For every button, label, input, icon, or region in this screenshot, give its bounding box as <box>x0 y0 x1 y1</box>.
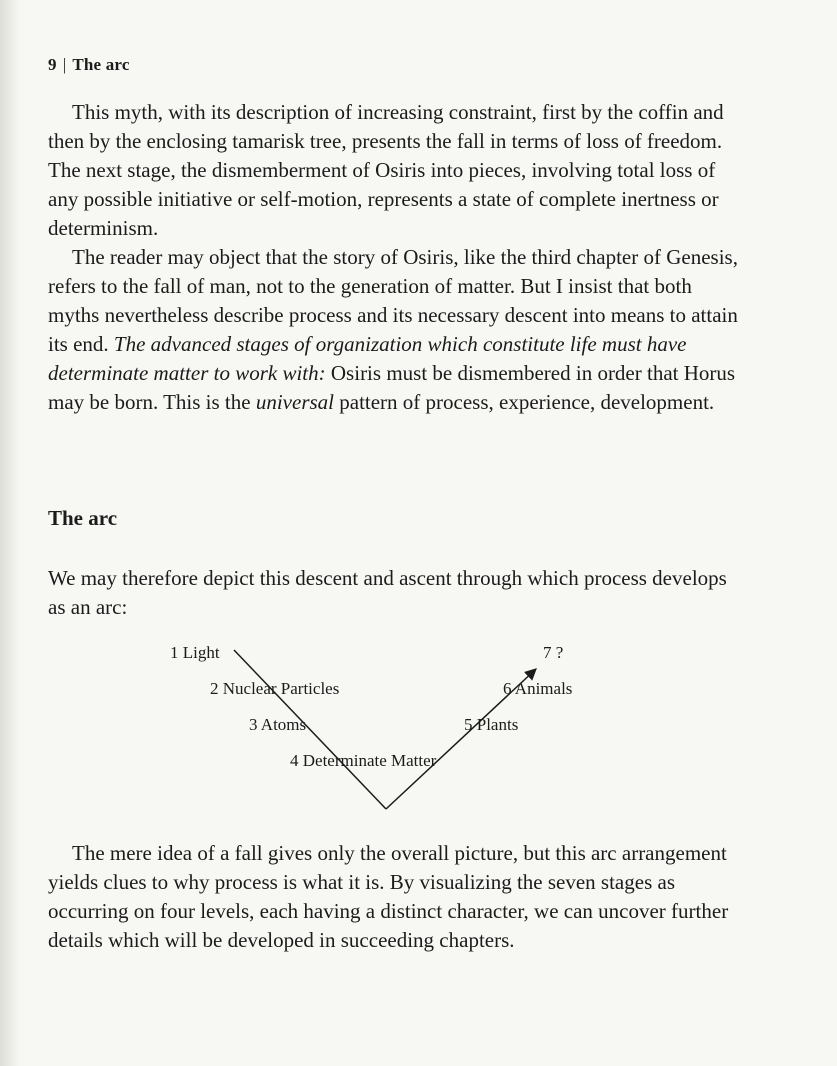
paragraph-arc-explanation: The mere idea of a fall gives only the overall picture, but this arc arrangement yields clues to why process is what it is. By visualizing the seven stages as occurring on four levels, each having a distinct character, we can uncover further details which will be developed in succeeding chapters. <box>48 841 729 952</box>
paragraph-2-text-1: The reader may object that the story of Osiris, like the third chapter of Genesis, refers to the fall of man, not to the generation of matter. But I insist that both myths nevertheless describe process and its necessary descent into means to attain its end. <box>48 245 738 356</box>
paragraph-2-text-2: Osiris must be dismembered in order that Horus may be born. This is the <box>48 361 736 414</box>
paragraph-2-italic-2: universal <box>255 390 334 414</box>
paragraph-arc-intro: We may therefore depict this descent and ascent through which process develops as an arc: <box>48 566 727 619</box>
page-number: 9 <box>48 55 57 74</box>
paragraph-osiris-myth: This myth, with its description of increasing constraint, first by the coffin and then by the enclosing tamarisk tree, presents the fall in terms of loss of freedom. The next stage, the dismemberment of Osiris into pieces, involving total loss of any possible initiative or self-motion, represents a state of complete inertness or determinism. <box>48 100 724 240</box>
stage-3-label: 3 Atoms <box>249 715 307 734</box>
paragraph-2-italic-1: The advanced stages of organization which constitute life must have determinate matter to work with: <box>48 332 687 385</box>
stage-6-label: 6 Animals <box>503 679 573 698</box>
paragraph-2-text-3: pattern of process, experience, development. <box>334 390 715 414</box>
running-head-separator: | <box>62 55 67 74</box>
stage-1-label: 1 Light <box>170 643 220 662</box>
stage-5-label: 5 Plants <box>464 715 519 734</box>
running-head-title: The arc <box>72 55 130 74</box>
section-heading: The arc <box>48 506 118 530</box>
stage-7-label: 7 ? <box>543 643 564 662</box>
stage-2-label: 2 Nuclear Particles <box>210 679 340 698</box>
stage-4-label: 4 Determinate Matter <box>290 751 437 770</box>
